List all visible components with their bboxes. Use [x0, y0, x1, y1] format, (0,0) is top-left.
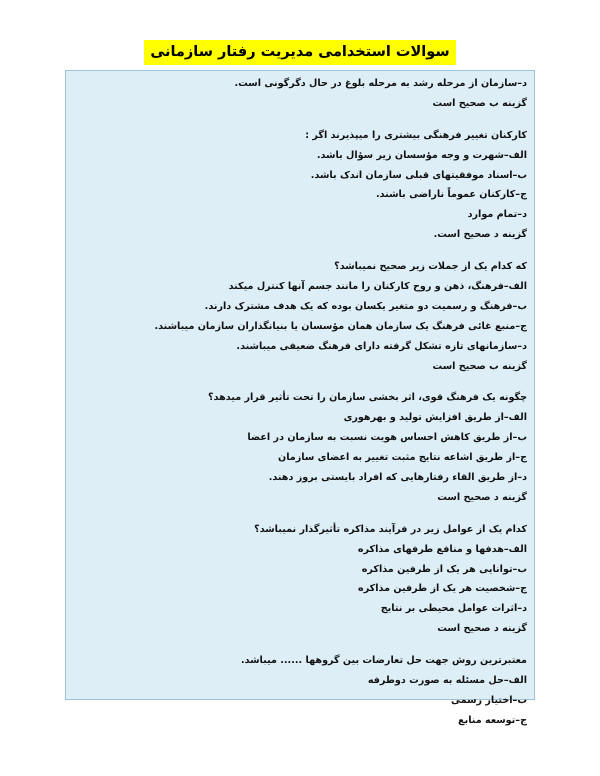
option-line: ب–فرهنگ و رسمیت دو متغیر یکسان بوده که یک هدف مشترک دارند. [204, 300, 527, 312]
question-block [73, 257, 527, 376]
content-box [65, 70, 535, 726]
question-block [73, 74, 527, 114]
option-line: ج–شخصیت هر یک از طرفین مذاکره [358, 583, 527, 595]
question-text: کدام یک از عوامل زیر در فرآیند مذاکره تأثیرگذار نمیباشد؟ [254, 523, 527, 535]
question-text: کارکنان تغییر فرهنگی بیشتری را میپذیرند اگر : [305, 129, 527, 141]
option-line: د–سازمانهای تازه تشکل گرفته دارای فرهنگ ضعیفی میباشند. [236, 340, 527, 352]
question-block [73, 126, 527, 245]
answer-line: گزینه د صحیح است [437, 623, 527, 635]
option-line: الف–فرهنگ، ذهن و روح کارکنان را مانند جسم آنها کنترل میکند [228, 281, 527, 293]
title-wrapper [0, 40, 600, 65]
option-line: الف–هدفها و منافع طرفهای مذاکره [357, 543, 527, 555]
option-line: ج–منبع غائی فرهنگ یک سازمان همان مؤسسان یا بنیانگذاران سازمان میباشند. [154, 320, 527, 332]
answer-line: گزینه د صحیح است. [433, 229, 527, 241]
question-block [73, 651, 527, 731]
answer-line: گزینه ب صحیح است [432, 360, 527, 372]
option-line: ج–از طریق اشاعه نتایج مثبت تغییر به اعضای سازمان [278, 452, 527, 464]
option-line: ج–توسعه منابع [458, 714, 527, 726]
option-line: ب–توانایی هر یک از طرفین مذاکره [361, 563, 527, 575]
option-line: ب–اختیار رسمی [450, 694, 527, 706]
option-line: د–تمام موارد [467, 209, 527, 221]
page-title: سوالات استخدامی مدیریت رفتار سازمانی [144, 40, 455, 65]
answer-line: گزینه ب صحیح است [432, 97, 527, 109]
option-line: ب–از طریق کاهش احساس هویت نسبت به سازمان در اعضا [247, 432, 527, 444]
option-line: الف–حل مسئله به صورت دوطرفه [367, 675, 527, 687]
option-line: ب–اسناد موفقیتهای قبلی سازمان اندک باشد. [310, 169, 527, 181]
question-text: چگونه یک فرهنگ قوی، اثر بخشی سازمان را تحت تأثیر قرار میدهد؟ [208, 392, 527, 404]
question-text: که کدام یک از جملات زیر صحیح نمیباشد؟ [334, 261, 527, 273]
option-line: الف–از طریق افزایش تولید و بهرهوری [343, 412, 527, 424]
answer-line: گزینه د صحیح است [437, 491, 527, 503]
option-line: د–از طریق القاء رفتارهایی که افراد بایستی بروز دهند. [268, 472, 527, 484]
question-text: معتبرترین روش جهت حل تعارضات بین گروهها ...... میباشد. [240, 655, 527, 667]
question-block [73, 388, 527, 507]
option-line: الف–شهرت و وجه مؤسسان زیر سؤال باشد. [316, 149, 527, 161]
option-line: ج–کارکنان عموماً ناراضی باشند. [376, 189, 527, 201]
question-block [73, 520, 527, 639]
option-line: د–اثرات عوامل محیطی بر نتایج [380, 603, 527, 615]
option-line: د–سازمان از مرحله رشد به مرحله بلوغ در حال دگرگونی است. [234, 78, 527, 89]
